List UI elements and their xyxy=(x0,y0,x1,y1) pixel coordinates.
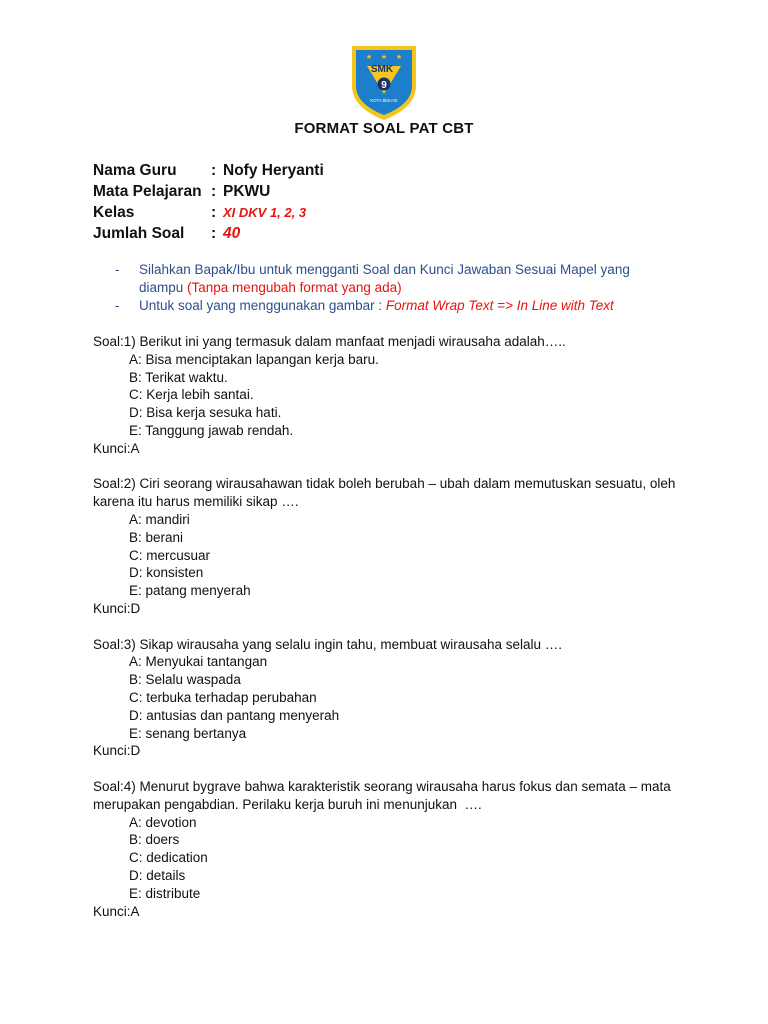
answer-option: D: details xyxy=(129,867,186,883)
info-row xyxy=(93,181,324,202)
logo-bottom-text: KOTA BEKASI xyxy=(370,98,398,103)
answer-option: B: berani xyxy=(129,529,184,545)
note-text xyxy=(139,297,675,315)
info-label: Jumlah Soal xyxy=(93,225,185,242)
note-highlight: Format Wrap Text => In Line with Text xyxy=(385,298,614,313)
question-block xyxy=(93,778,693,920)
note-dash: - xyxy=(115,298,120,313)
info-row xyxy=(93,202,324,223)
answer-option: D: Bisa kerja sesuka hati. xyxy=(129,405,282,421)
answer-option: A: mandiri xyxy=(129,511,190,527)
star-icon: ★ xyxy=(365,54,373,61)
info-colon: : xyxy=(211,162,217,179)
answer-option: D: antusias dan pantang menyerah xyxy=(129,707,340,723)
logo-top-text: SMK xyxy=(370,64,394,75)
answer-option: E: patang menyerah xyxy=(129,583,251,599)
question-block xyxy=(93,636,693,761)
teacher-info xyxy=(93,160,324,244)
answer-option: B: Selalu waspada xyxy=(129,672,241,688)
info-value: PKWU xyxy=(223,183,271,200)
info-label: Kelas xyxy=(93,204,135,221)
info-value: XI DKV 1, 2, 3 xyxy=(223,205,307,220)
answer-option: A: Bisa menciptakan lapangan kerja baru. xyxy=(129,351,379,367)
instruction-notes xyxy=(115,261,675,315)
answer-key: Kunci:D xyxy=(93,743,141,759)
question-list xyxy=(93,333,693,920)
answer-key: Kunci:A xyxy=(93,903,140,919)
answer-option: A: devotion xyxy=(129,814,197,830)
note-item xyxy=(115,261,675,297)
info-label: Nama Guru xyxy=(93,162,177,179)
answer-option: C: Kerja lebih santai. xyxy=(129,387,254,403)
document-title: FORMAT SOAL PAT CBT xyxy=(294,120,474,137)
answer-option: C: terbuka terhadap perubahan xyxy=(129,689,317,705)
answer-key: Kunci:D xyxy=(93,600,141,616)
answer-option: B: doers xyxy=(129,832,180,848)
note-item xyxy=(115,297,675,315)
answer-option: A: Menyukai tantangan xyxy=(129,654,268,670)
question-text: Soal:1) Berikut ini yang termasuk dalam manfaat menjadi wirausaha adalah….. xyxy=(93,334,566,349)
note-text xyxy=(139,261,675,297)
note-highlight: (Tanpa mengubah format yang ada) xyxy=(187,280,402,295)
note-body: Untuk soal yang menggunakan gambar : xyxy=(139,298,386,313)
answer-key: Kunci:A xyxy=(93,440,140,456)
answer-option: B: Terikat waktu. xyxy=(129,369,228,385)
info-colon: : xyxy=(211,183,217,200)
logo-number: 9 xyxy=(381,80,387,91)
answer-option: E: distribute xyxy=(129,885,201,901)
answer-option: D: konsisten xyxy=(129,565,204,581)
question-text: Soal:4) Menurut bygrave bahwa karakteristik seorang wirausaha harus fokus dan semata – mata merupakan pengabdian. Perilaku kerja buruh ini menunjukan …. xyxy=(93,778,675,812)
answer-option: E: Tanggung jawab rendah. xyxy=(129,422,294,438)
info-label: Mata Pelajaran xyxy=(93,183,202,200)
info-colon: : xyxy=(211,204,217,221)
answer-option: E: senang bertanya xyxy=(129,725,247,741)
info-colon: : xyxy=(211,225,217,242)
answer-option: C: dedication xyxy=(129,850,208,866)
question-text: Soal:3) Sikap wirausaha yang selalu ingin tahu, membuat wirausaha selalu …. xyxy=(93,636,563,652)
question-block xyxy=(93,333,693,458)
info-value: 40 xyxy=(223,225,241,242)
question-text: Soal:2) Ciri seorang wirausahawan tidak boleh berubah – ubah dalam memutuskan sesuatu, oleh karena itu harus memiliki sikap …. xyxy=(93,476,680,510)
star-icon: ★ xyxy=(380,54,388,61)
note-dash: - xyxy=(115,262,120,277)
question-block xyxy=(93,475,693,617)
info-value: Nofy Heryanti xyxy=(223,162,324,179)
star-icon: ★ xyxy=(395,54,403,61)
info-row xyxy=(93,160,324,181)
note-body: Silahkan Bapak/Ibu untuk mengganti Soal dan Kunci Jawaban Sesuai Mapel yang diampu xyxy=(139,262,630,295)
school-logo xyxy=(349,42,419,122)
info-row xyxy=(93,223,324,244)
answer-option: C: mercusuar xyxy=(129,547,211,563)
